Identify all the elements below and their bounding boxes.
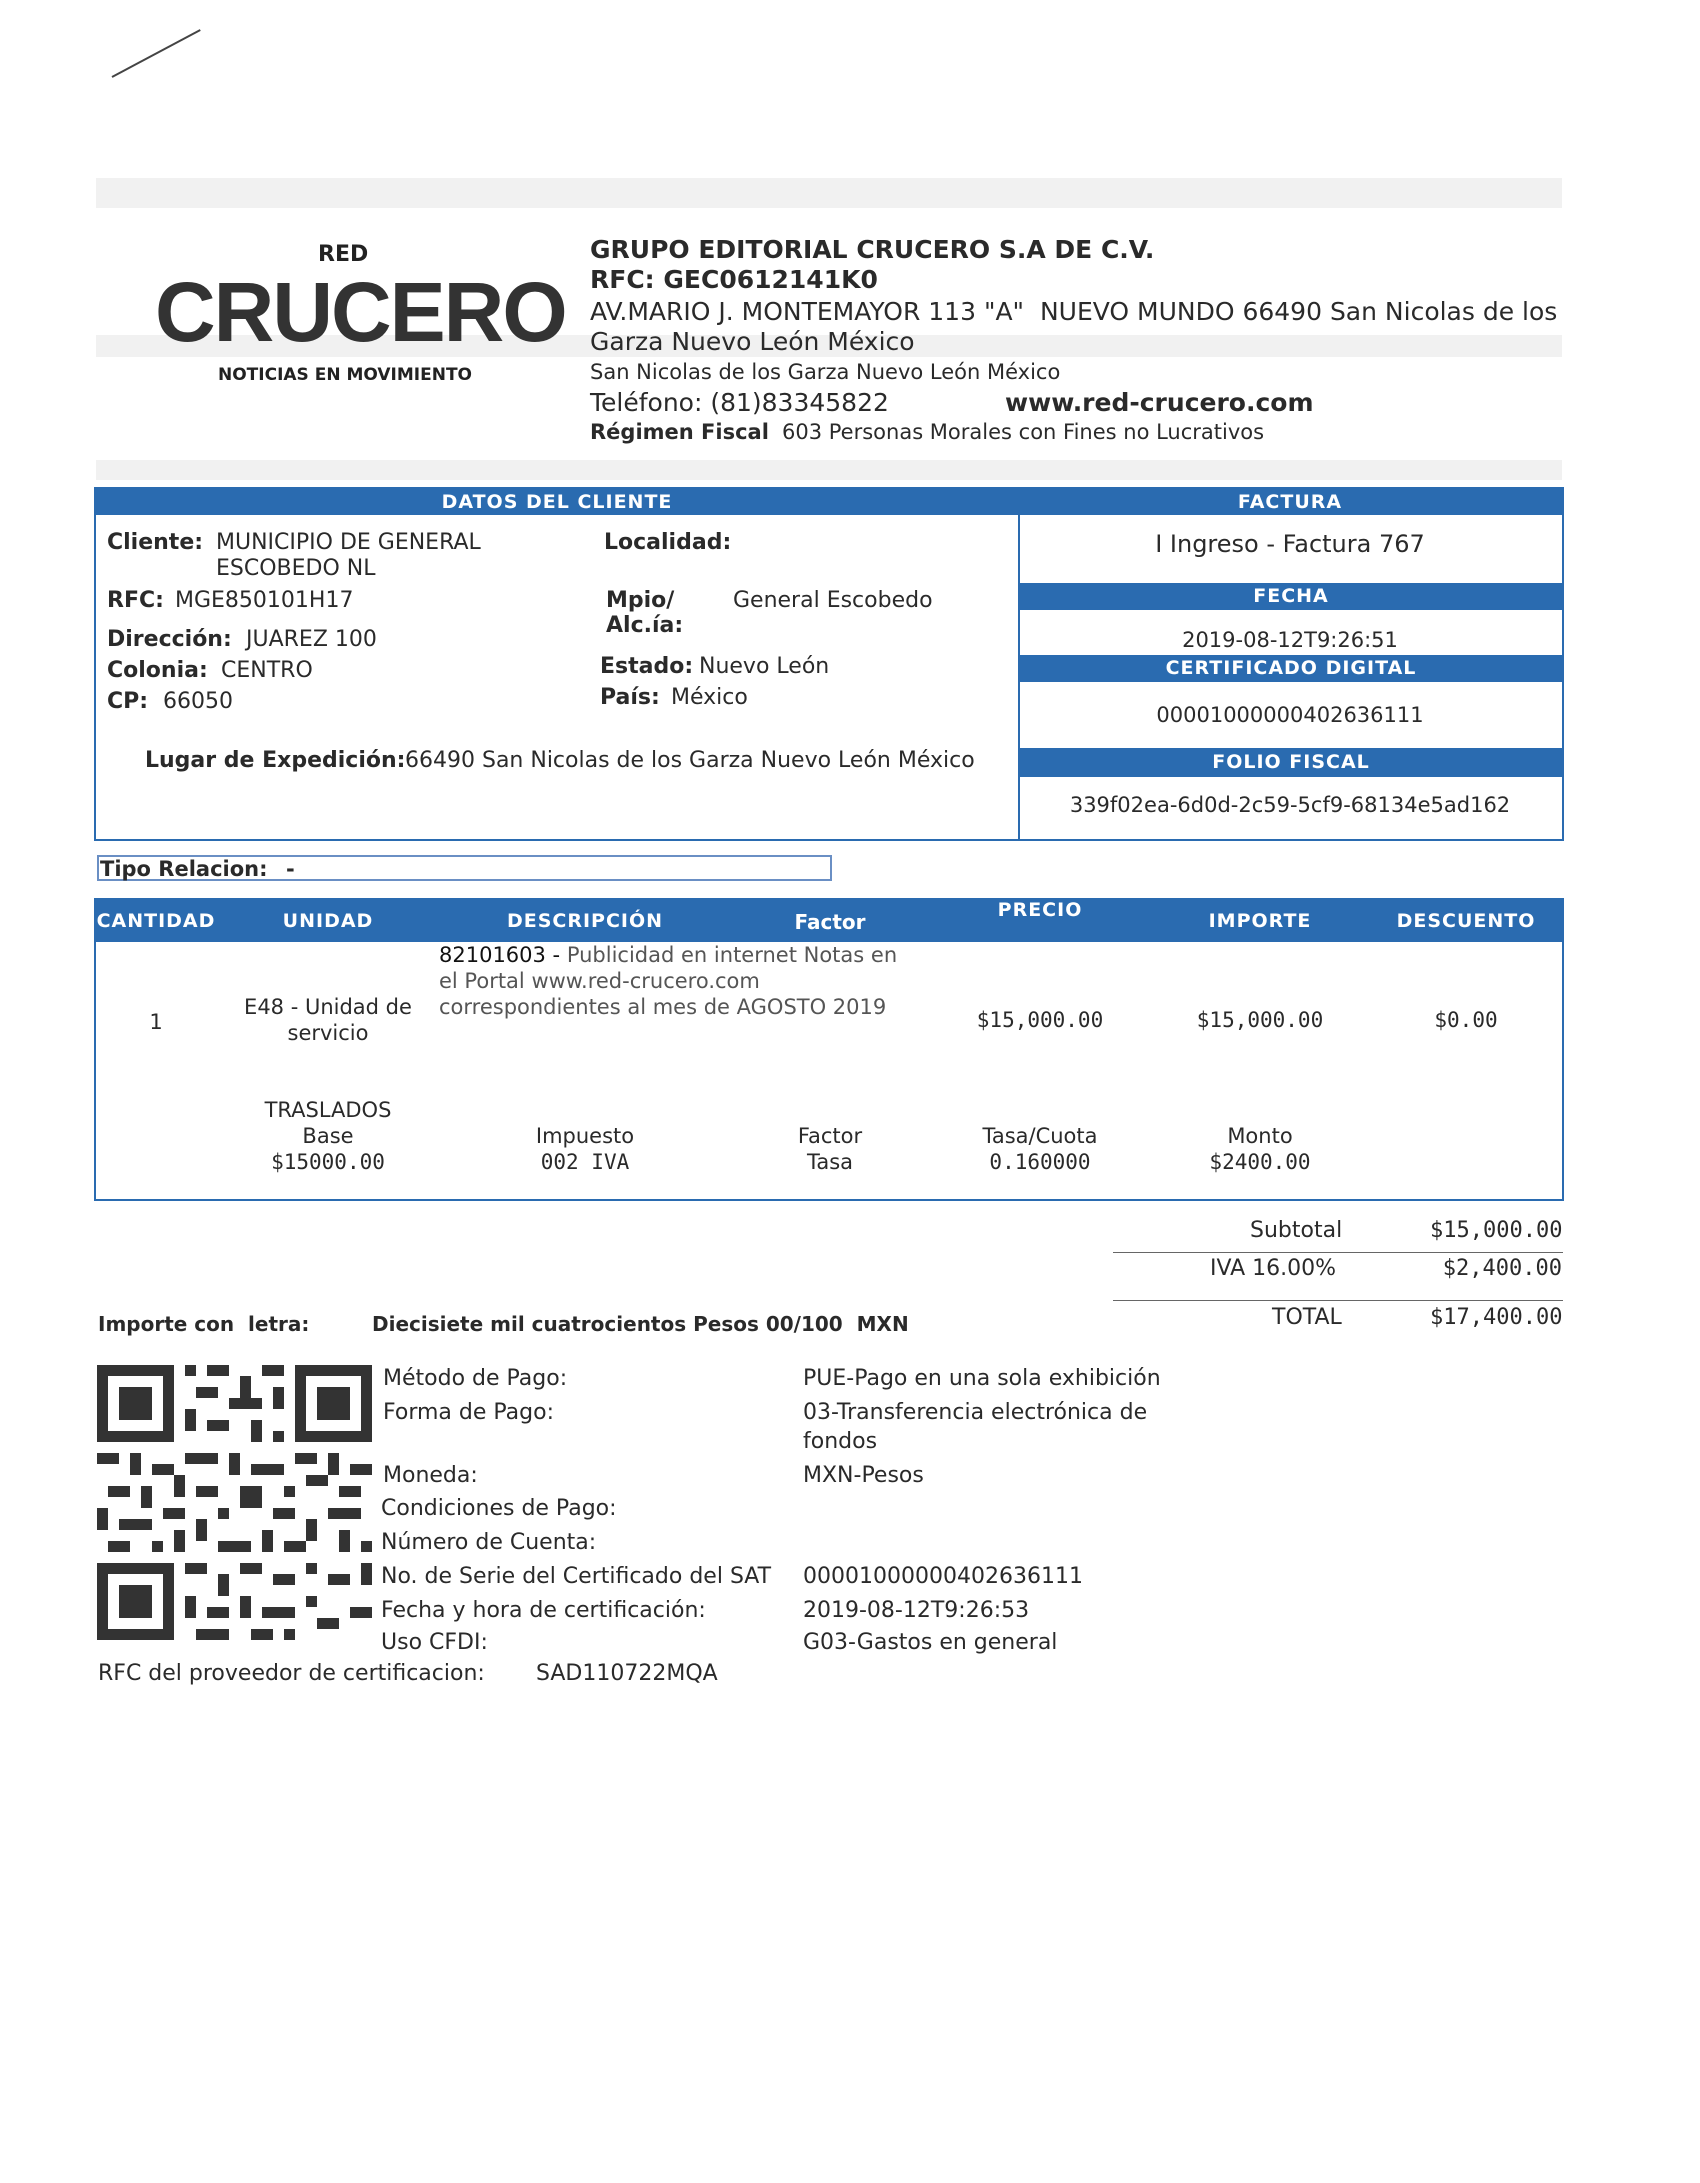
issuer-phone: Teléfono: (81)83345822 xyxy=(590,388,889,417)
traslados-factor-label: Factor xyxy=(797,1124,863,1148)
rfc-proveedor-value: SAD110722MQA xyxy=(536,1661,718,1686)
row-codigo: 82101603 - xyxy=(439,943,561,967)
client-rfc-value: MGE850101H17 xyxy=(175,588,354,613)
cuenta-label: Número de Cuenta: xyxy=(381,1530,597,1555)
issuer-website: www.red-crucero.com xyxy=(1005,388,1314,417)
totals-divider-1 xyxy=(1113,1252,1563,1253)
cliente-value-1: MUNICIPIO DE GENERAL xyxy=(216,530,481,555)
row-unidad-1: E48 - Unidad de xyxy=(244,995,412,1019)
client-header: DATOS DEL CLIENTE xyxy=(96,489,1018,515)
row-desc-2: el Portal www.red-crucero.com xyxy=(439,969,760,993)
logo-crucero: CRUCERO xyxy=(155,265,566,359)
total-label: TOTAL xyxy=(1272,1305,1342,1330)
serie-cert-label: No. de Serie del Certificado del SAT xyxy=(381,1564,772,1589)
issuer-name: GRUPO EDITORIAL CRUCERO S.A DE C.V. xyxy=(590,235,1155,264)
folio-value: 339f02ea-6d0d-2c59-5cf9-68134e5ad162 xyxy=(1069,793,1511,817)
forma-pago-value-2: fondos xyxy=(803,1429,878,1454)
subtotal-label: Subtotal xyxy=(1250,1218,1343,1243)
row-cantidad: 1 xyxy=(149,1010,163,1034)
cert-header: CERTIFICADO DIGITAL xyxy=(1020,655,1562,682)
importe-letra-value: Diecisiete mil cuatrocientos Pesos 00/100 MXN xyxy=(372,1312,909,1336)
traslados-monto-label: Monto xyxy=(1227,1124,1293,1148)
cliente-label: Cliente: xyxy=(107,530,204,555)
direccion-value: JUAREZ 100 xyxy=(246,627,377,652)
row-precio: $15,000.00 xyxy=(976,1008,1104,1032)
traslados-monto-value: $2400.00 xyxy=(1209,1150,1311,1174)
pen-stroke xyxy=(112,29,201,78)
rfc-proveedor-label: RFC del proveedor de certificacion: xyxy=(98,1661,485,1686)
forma-pago-label: Forma de Pago: xyxy=(383,1400,554,1425)
fecha-cert-value: 2019-08-12T9:26:53 xyxy=(803,1598,1030,1623)
col-importe: IMPORTE xyxy=(1208,910,1312,932)
colonia-value: CENTRO xyxy=(221,658,313,683)
serie-cert-value: 00001000000402636111 xyxy=(803,1564,1083,1589)
mpio-label-1: Mpio/ xyxy=(606,588,675,613)
row-desc-1: Publicidad en internet Notas en xyxy=(566,943,898,967)
col-precio: PRECIO xyxy=(997,899,1083,921)
traslados-title: TRASLADOS xyxy=(264,1098,392,1122)
estado-label: Estado: xyxy=(600,654,694,679)
tipo-relacion-value: - xyxy=(286,857,295,881)
col-unidad: UNIDAD xyxy=(282,910,374,932)
traslados-tasa-value: 0.160000 xyxy=(989,1150,1091,1174)
row-descuento: $0.00 xyxy=(1434,1008,1498,1032)
iva-label: IVA 16.00% xyxy=(1210,1256,1337,1281)
col-descuento: DESCUENTO xyxy=(1396,910,1536,932)
scan-shade-band xyxy=(96,460,1562,480)
localidad-label: Localidad: xyxy=(604,530,732,555)
moneda-value: MXN-Pesos xyxy=(803,1463,924,1488)
logo-red: RED xyxy=(318,242,369,267)
mpio-value: General Escobedo xyxy=(733,588,933,613)
scan-shade-band xyxy=(96,178,1562,208)
traslados-impuesto-label: Impuesto xyxy=(535,1124,635,1148)
metodo-pago-value: PUE-Pago en una sola exhibición xyxy=(803,1366,1161,1391)
colonia-label: Colonia: xyxy=(107,658,208,683)
uso-cfdi-value: G03-Gastos en general xyxy=(803,1630,1058,1655)
lugar-expedicion-value: 66490 San Nicolas de los Garza Nuevo León México xyxy=(405,748,975,773)
qr-code-icon xyxy=(97,1365,372,1640)
traslados-base-label: Base xyxy=(302,1124,354,1148)
forma-pago-value-1: 03-Transferencia electrónica de xyxy=(803,1400,1148,1425)
cert-value: 00001000000402636111 xyxy=(1156,703,1424,727)
col-descripcion: DESCRIPCIÓN xyxy=(506,910,664,932)
importe-letra-label: Importe con letra: xyxy=(98,1312,310,1336)
issuer-address-1: AV.MARIO J. MONTEMAYOR 113 "A" NUEVO MUNDO 66490 San Nicolas de los xyxy=(590,297,1558,326)
cp-label: CP: xyxy=(107,689,149,714)
client-rfc-label: RFC: xyxy=(107,588,164,613)
lugar-expedicion-label: Lugar de Expedición: xyxy=(145,748,406,773)
moneda-label: Moneda: xyxy=(383,1463,478,1488)
issuer-rfc: RFC: GEC0612141K0 xyxy=(590,265,878,294)
folio-header: FOLIO FISCAL xyxy=(1020,748,1562,777)
estado-value: Nuevo León xyxy=(699,654,830,679)
regimen-label: Régimen Fiscal xyxy=(590,420,769,444)
cp-value: 66050 xyxy=(163,689,233,714)
uso-cfdi-label: Uso CFDI: xyxy=(381,1630,488,1655)
regimen-value: 603 Personas Morales con Fines no Lucrativos xyxy=(782,420,1265,444)
row-importe: $15,000.00 xyxy=(1196,1008,1324,1032)
issuer-address-2: Garza Nuevo León México xyxy=(590,327,915,356)
condiciones-label: Condiciones de Pago: xyxy=(381,1496,617,1521)
traslados-base-value: $15000.00 xyxy=(271,1150,385,1174)
factura-tipo: I Ingreso - Factura 767 xyxy=(1155,530,1425,558)
mpio-label-2: Alc.ía: xyxy=(606,613,684,638)
col-cantidad: CANTIDAD xyxy=(96,910,216,932)
iva-value: $2,400.00 xyxy=(1442,1256,1562,1281)
traslados-tasa-label: Tasa/Cuota xyxy=(982,1124,1098,1148)
subtotal-value: $15,000.00 xyxy=(1430,1218,1563,1243)
metodo-pago-label: Método de Pago: xyxy=(383,1366,568,1391)
row-desc-3: correspondientes al mes de AGOSTO 2019 xyxy=(439,995,887,1019)
fecha-cert-label: Fecha y hora de certificación: xyxy=(381,1598,706,1623)
logo-tagline: NOTICIAS EN MOVIMIENTO xyxy=(218,365,473,385)
traslados-factor-value: Tasa xyxy=(806,1150,854,1174)
direccion-label: Dirección: xyxy=(107,627,232,652)
factura-header: FACTURA xyxy=(1018,489,1562,515)
tipo-relacion-label: Tipo Relacion: xyxy=(100,857,268,881)
traslados-impuesto-value: 002 IVA xyxy=(540,1150,630,1174)
fecha-header: FECHA xyxy=(1020,583,1562,610)
issuer-address-3: San Nicolas de los Garza Nuevo León México xyxy=(590,360,1061,384)
row-unidad-2: servicio xyxy=(287,1021,369,1045)
row-desc-line-1 xyxy=(439,943,897,967)
factura-fecha: 2019-08-12T9:26:51 xyxy=(1182,628,1398,652)
total-value: $17,400.00 xyxy=(1430,1305,1563,1330)
pais-label: País: xyxy=(600,685,660,710)
col-factor: Factor xyxy=(794,910,866,934)
pais-value: México xyxy=(671,685,748,710)
cliente-value-2: ESCOBEDO NL xyxy=(216,556,376,581)
totals-divider-2 xyxy=(1113,1300,1563,1301)
